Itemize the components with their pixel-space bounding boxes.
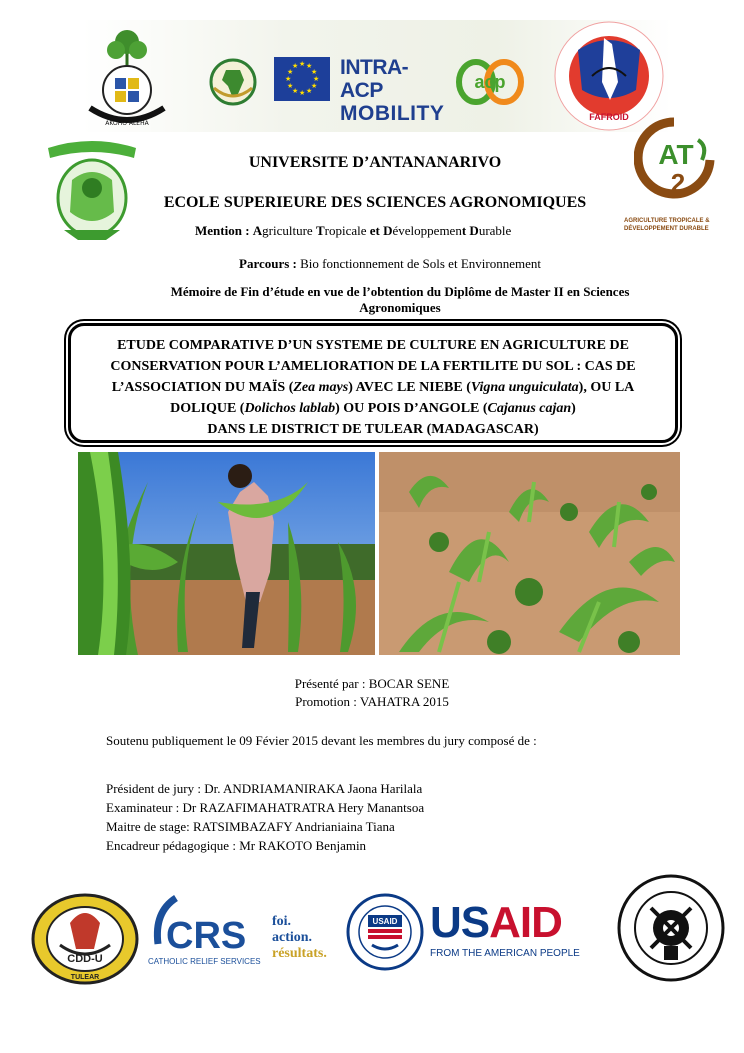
mention-value [253, 223, 512, 238]
defense-statement: Soutenu publiquement le 09 Févier 2015 devant les membres du jury composé de : [106, 733, 537, 748]
mention-segment: D [469, 223, 479, 238]
agronomy-school-logo [42, 134, 142, 242]
cddu-text: CDD-U [67, 953, 103, 965]
title-line2: CONSERVATION POUR L’AMELIORATION DE LA FERTILITE DU SOL : CAS DE [110, 359, 636, 374]
usaid-sub-text: FROM THE AMERICAN PEOPLE [430, 948, 580, 959]
cddu-logo [30, 893, 140, 985]
mention-segment: éveloppemen [392, 223, 462, 238]
essa-crest-logo [86, 28, 168, 132]
usaid-badge-text: USAID [372, 917, 398, 926]
svg-text:★: ★ [287, 68, 294, 76]
memoire-statement [100, 284, 700, 316]
promotion: Promotion : VAHATRA 2015 [295, 694, 449, 709]
svg-text:★: ★ [292, 62, 299, 70]
svg-text:★: ★ [306, 87, 313, 95]
presenter: Présenté par : BOCAR SENE [294, 676, 450, 691]
usaid-main-text [430, 900, 610, 946]
jury-academic-supervisor: Encadreur pédagogique : Mr RAKOTO Benjamin [106, 838, 367, 853]
atd-text: AT [658, 139, 694, 170]
svg-text:★: ★ [313, 75, 320, 83]
svg-text:★: ★ [299, 89, 306, 97]
usaid-wordmark [430, 900, 610, 959]
fafroid-text: FAFROID [589, 112, 629, 122]
atd-caption-line1: AGRICULTURE TROPICALE & [624, 218, 710, 224]
crs-sub-text: CATHOLIC RELIEF SERVICES [148, 957, 261, 966]
mobility-label: MOBILITY [340, 102, 445, 125]
jury-president: Président de jury : Dr. ANDRIAMANIRAKA Jaona Harilala [106, 781, 423, 796]
title-line4: DOLIQUE (Dolichos lablab) OU POIS D’ANGOLE (Cajanus cajan) [170, 401, 576, 416]
svg-text:★: ★ [299, 60, 306, 68]
title-line1: ETUDE COMPARATIVE D’UN SYSTEME DE CULTURE EN AGRICULTURE DE [117, 338, 629, 353]
university-name: UNIVERSITE D’ANTANANARIVO [248, 154, 502, 171]
svg-text:★: ★ [287, 82, 294, 90]
at2d-logo [634, 116, 716, 200]
atd-caption-line2: DÉVELOPPEMENT DURABLE [624, 226, 709, 232]
jury-internship-supervisor: Maitre de stage: RATSIMBAZAFY Andrianiaina Tiana [106, 819, 395, 834]
mention-segment: T [315, 223, 325, 238]
tagline-foi: foi. [272, 914, 292, 929]
university-dakar-seal-logo [616, 874, 726, 982]
school-name: ECOLE SUPERIEURE DES SCIENCES AGRONOMIQUES [163, 194, 587, 211]
african-union-logo [208, 58, 258, 106]
mention-line [195, 223, 615, 239]
svg-text:★: ★ [311, 68, 318, 76]
crs-tagline [272, 914, 348, 962]
memoire-line1: Mémoire de Fin d’étude en vue de l’obtention du Diplôme de Master II en Sciences [170, 284, 630, 299]
tagline-action: action. [272, 930, 313, 945]
svg-text:★: ★ [306, 62, 313, 70]
acp-text: acp [474, 72, 506, 92]
atd-caption [624, 217, 740, 233]
thesis-title-box [68, 323, 678, 443]
svg-text:★: ★ [311, 82, 318, 90]
mention-segment: t [461, 223, 470, 238]
atd-number: 2 [670, 168, 686, 198]
jury-list [106, 779, 726, 855]
usaid-aid-segment: AID [489, 898, 562, 947]
eu-flag-logo [274, 57, 330, 101]
acp-logo [454, 50, 526, 108]
intra-acp-label: INTRA-ACP [340, 56, 409, 102]
maize-field-photo-right [379, 452, 680, 655]
crs-logo [146, 892, 270, 968]
maize-field-photo-left [78, 452, 375, 655]
crs-main-text: CRS [166, 915, 247, 957]
mention-segment: ropicale [324, 223, 370, 238]
title-line5: DANS LE DISTRICT DE TULEAR (MADAGASCAR) [207, 422, 539, 437]
mention-segment: urable [478, 223, 512, 238]
intra-acp-mobility-logo [340, 56, 445, 125]
mention-segment: A [252, 223, 263, 238]
svg-text:★: ★ [292, 87, 299, 95]
parcours-value: Bio fonctionnement de Sols et Environnement [300, 256, 541, 271]
mention-segment: et [369, 223, 384, 238]
usaid-us-segment: US [430, 898, 490, 947]
title-line3: L’ASSOCIATION DU MAÏS (Zea mays) AVEC LE NIEBE (Vigna unguiculata), OU LA [111, 380, 635, 395]
usaid-seal-logo [346, 893, 424, 971]
parcours-line [239, 256, 659, 272]
mention-label: Mention : [195, 223, 250, 238]
cddu-sub: TULEAR [70, 974, 100, 981]
mention-segment: griculture [262, 223, 316, 238]
parcours-label: Parcours : [239, 256, 297, 271]
jury-examiner: Examinateur : Dr RAZAFIMAHATRATRA Hery Manantsoa [106, 800, 425, 815]
tagline-resultats: résultats. [272, 946, 327, 961]
essa-motto: AKOHO ALEHA [105, 120, 149, 127]
svg-text:★: ★ [285, 75, 292, 83]
mention-segment: D [383, 223, 393, 238]
memoire-line2: Agronomiques [359, 300, 441, 315]
